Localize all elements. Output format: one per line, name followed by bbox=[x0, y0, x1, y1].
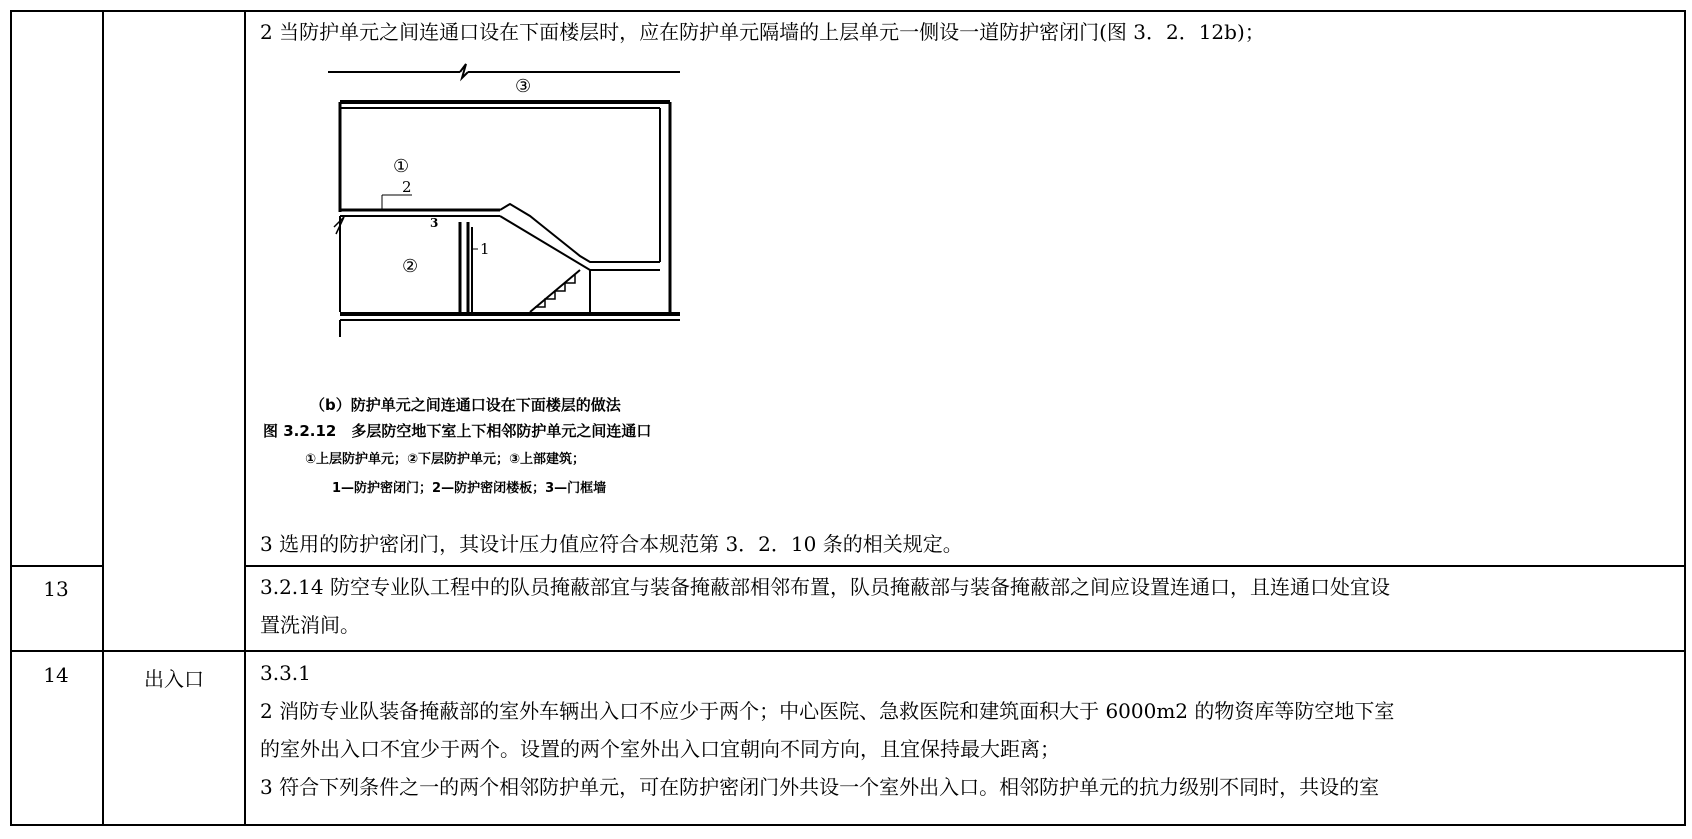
row14-line2: 2 消防专业队装备掩蔽部的室外车辆出入口不应少于两个；中心医院、急救医院和建筑面积大于 6000m2 的物资库等防空地下室 bbox=[260, 699, 1395, 723]
label-unit2: ② bbox=[402, 256, 419, 277]
row14-category: 出入口 bbox=[144, 667, 204, 691]
row-divider-12-13b bbox=[244, 565, 1686, 567]
label-upper-building: ③ bbox=[515, 76, 532, 97]
row-divider-13-14 bbox=[10, 650, 1686, 652]
row14-line4: 3 符合下列条件之一的两个相邻防护单元，可在防护密闭门外共设一个室外出入口。相邻防护单元的抗力级别不同时，共设的室 bbox=[260, 775, 1380, 799]
row12-line-last: 3 选用的防护密闭门，其设计压力值应符合本规范第 3．2．10 条的相关规定。 bbox=[260, 532, 963, 556]
figure-caption-b: （b）防护单元之间连通口设在下面楼层的做法 bbox=[310, 396, 621, 414]
label-1: 1 bbox=[480, 240, 490, 258]
row12-line1: 2 当防护单元之间连通口设在下面楼层时，应在防护单元隔墙的上层单元一侧设一道防护密闭门(图 3．2．12b)； bbox=[260, 20, 1265, 44]
row14-line1: 3.3.1 bbox=[260, 661, 311, 685]
row14-number: 14 bbox=[43, 663, 69, 687]
col-divider-2 bbox=[244, 10, 246, 826]
figure-legend-2: 1—防护密闭门；2—防护密闭楼板；3—门框墙 bbox=[332, 481, 607, 496]
row13-line1: 3.2.14 防空专业队工程中的队员掩蔽部宜与装备掩蔽部相邻布置，队员掩蔽部与装备掩蔽部之间应设置连通口，且连通口处宜设 bbox=[260, 575, 1390, 599]
row-divider-12-13 bbox=[10, 565, 102, 567]
row14-line3: 的室外出入口不宜少于两个。设置的两个室外出入口宜朝向不同方向，且宜保持最大距离； bbox=[260, 737, 1060, 761]
label-3: 3 bbox=[430, 216, 439, 230]
col-divider-1 bbox=[102, 10, 104, 826]
label-2: 2 bbox=[402, 178, 412, 196]
figure-legend-1: ①上层防护单元；②下层防护单元；③上部建筑； bbox=[305, 452, 586, 467]
figure-diagram bbox=[320, 62, 690, 342]
row13-number: 13 bbox=[43, 577, 69, 601]
row13-line2: 置洗消间。 bbox=[260, 613, 360, 637]
label-unit1: ① bbox=[393, 156, 410, 177]
figure-caption-title: 图 3.2.12 多层防空地下室上下相邻防护单元之间连通口 bbox=[263, 422, 652, 440]
